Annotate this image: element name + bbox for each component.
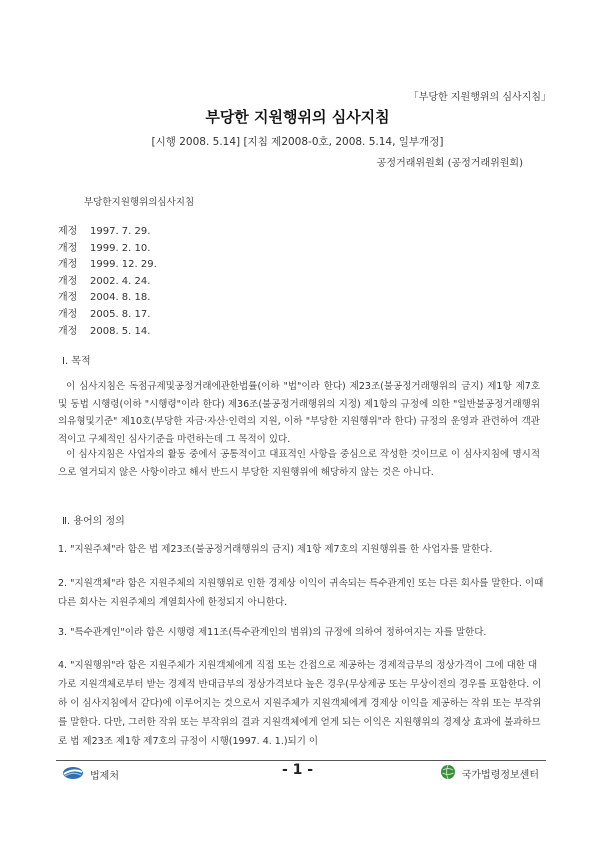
section-heading-purpose: Ⅰ. 목적 [62, 356, 91, 367]
definition-item-4: 4. "지원행위"라 함은 지원주체가 지원객체에게 직접 또는 간접으로 제공하는 경제적급부의 정상가격이 그에 대한 대가로 지원객체로부터 받는 경제적 반대급부의 정상가격보다 높은 경우(무상제공 또는 무상이전의 경우를 포함한다. 이하 이 심사지침에서 같다)에 이루어지는 것으로서 지원주체가 지원객체에게 경제상 이익을 제공하는 작위 또는 부작위를 말한다. 다만, 그러한 작위 또는 부작위의 결과 지원객체에게 얻게 되는 이익은 지원행위의 경제상 효과에 불과하므로 법 제23조 제1항 제7호의 규정이 시행(1997. 4. 1.)되기 이 [58, 660, 542, 747]
definition-item-1: 1. "지원주체"라 함은 법 제23조(불공정거래행위의 금지) 제1항 제7호의 지원행위를 한 사업자를 말한다. [58, 544, 493, 555]
page-number: - 1 - [281, 762, 314, 778]
history-item: 개정 1999. 2. 10. [58, 242, 151, 254]
enforcement-info: [시행 2008. 5.14] [지침 제2008-0호, 2008. 5.14, 일부개정] [151, 136, 444, 148]
footer-divider [56, 760, 546, 761]
history-item: 개정 2008. 5. 14. [58, 325, 151, 337]
footer-center-name: 국가법령정보센터 [461, 770, 539, 781]
globe-logo-icon [440, 764, 456, 783]
purpose-paragraph-2: 이 심사지침은 사업자의 활동 중에서 공통적이고 대표적인 사항을 중심으로 작성한 것이므로 이 심사지침에 명시적으로 열거되지 않은 사항이라고 해서 반드시 부당한 지원행위에 해당하지 않는 것은 아니다. [58, 449, 540, 478]
definition-item-2: 2. "지원객체"라 함은 지원주체의 지원행위로 인한 경제상 이익이 귀속되는 특수관계인 또는 다른 회사를 말한다. 이때 다른 회사는 지원주체의 계열회사에 한정되지 아니한다. [58, 578, 544, 608]
footer-source: 법제처 [90, 771, 119, 782]
footer-right [440, 764, 539, 783]
document-title: 부당한 지원행위의 심사지침 [205, 108, 390, 126]
definition-item-3: 3. "특수관계인"이라 함은 시행령 제11조(특수관계인의 범위)의 규정에 의하여 정하여지는 자를 말한다. [58, 627, 487, 638]
agency-name: 공정거래위원회 (공정거래위원회) [376, 158, 523, 169]
document-name-line: 부당한지원행위의심사지침 [84, 197, 195, 208]
history-item: 개정 2004. 8. 18. [58, 292, 151, 304]
section-heading-definitions: Ⅱ. 용어의 정의 [62, 516, 125, 527]
history-item: 개정 2005. 8. 17. [58, 308, 151, 320]
history-item: 개정 1999. 12. 29. [58, 259, 157, 271]
purpose-paragraph-1: 이 심사지침은 독점규제및공정거래에관한법률(이하 "법"이라 한다) 제23조(불공정거래행위의 금지) 제1항 제7호 및 동법 시행령(이하 "시행령"이라 한다) 제36조(불공정거래행위의 지정) 제1항의 규정에 의한 "일반불공정거래행위의유형및기준" 제10호(부당한 자금·자산·인력의 지원, 이하 "부당한 지원행위"라 한다) 규정의 운영과 관련하여 객관적이고 구체적인 심사기준을 마련하는데 그 목적이 있다. [58, 381, 540, 445]
amendment-history [58, 224, 157, 340]
running-header: 「부당한 지원행위의 심사지침」 [408, 92, 551, 103]
history-item: 개정 2002. 4. 24. [58, 275, 151, 287]
history-item: 제정 1997. 7. 29. [58, 226, 151, 237]
